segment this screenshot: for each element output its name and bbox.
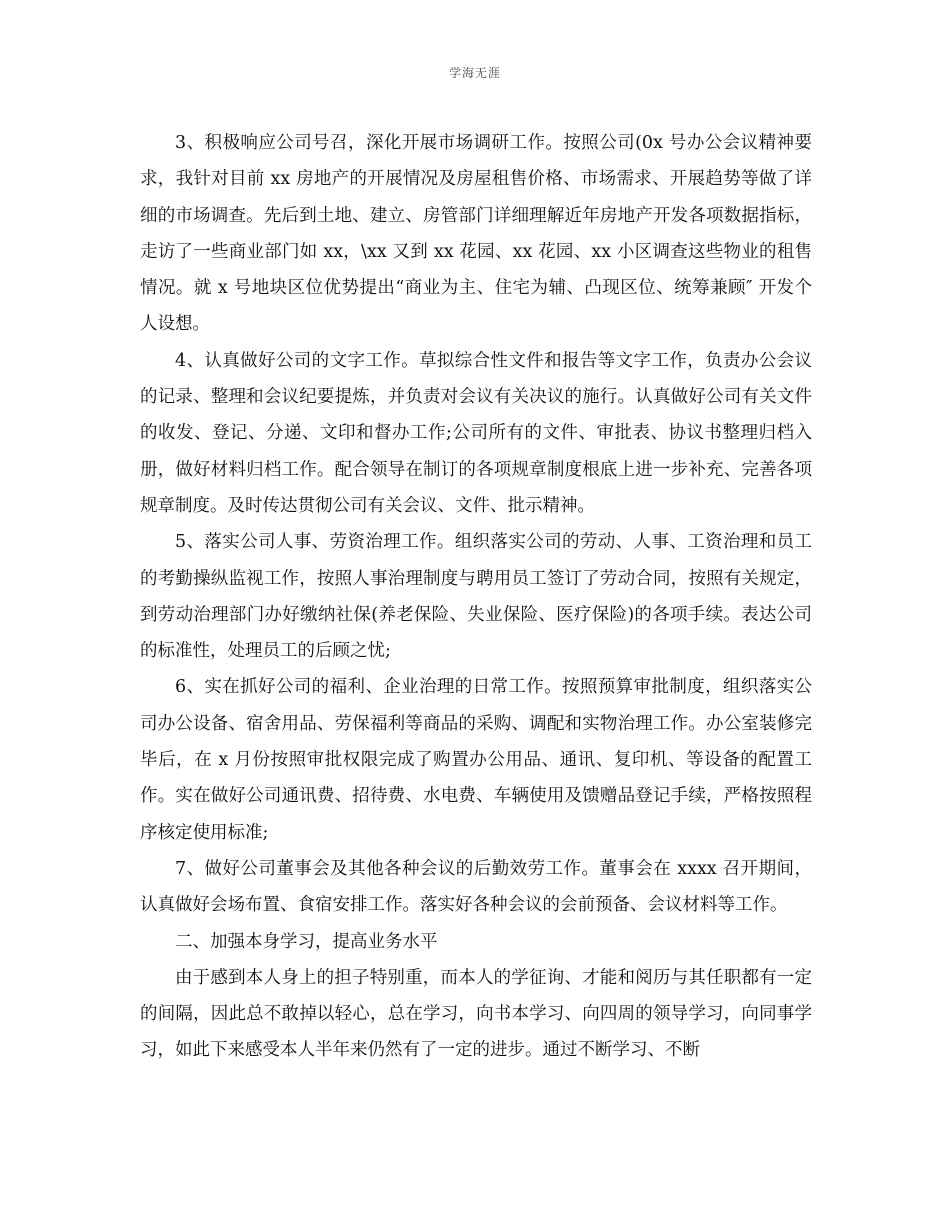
paragraph-self-study: 由于感到本人身上的担子特别重，而本人的学征询、才能和阅历与其任职都有一定的间隔，因此总不敢掉以轻心，总在学习，向书本学习、向四周的领导学习，向同事学习，如此下来感受本人半年来仍然有了一定的进步。通过不断学习、不断 xyxy=(140,967,812,1061)
document-body xyxy=(140,125,812,1069)
page-header: 学海无涯 xyxy=(448,66,501,80)
paragraph-board-meetings: 7、做好公司董事会及其他各种会议的后勤效劳工作。董事会在 xxxx 召开期间，认真做好会场布置、食宿安排工作。落实好各种会议的会前预备、会议材料等工作。 xyxy=(140,858,812,916)
section-heading-self-study: 二、加强本身学习，提高业务水平 xyxy=(175,931,438,952)
paragraph-market-research: 3、积极响应公司号召，深化开展市场调研工作。按照公司(0x 号办公会议精神要求，我针对目前 xx 房地产的开展情况及房屋租售价格、市场需求、开展趋势等做了详细的市场调查。先后到土地、建立、房管部门详细理解近年房地产开发各项数据指标，走访了一些商业部门如 xx，\xx 又到 xx 花园、xx 花园、xx 小区调查这些物业的租售情况。就 x 号地块区位优势提出“商业为主、住宅为辅、凸现区位、统筹兼顾″ 开发个人设想。 xyxy=(140,133,812,335)
paragraph-personnel-management: 5、落实公司人事、劳资治理工作。组织落实公司的劳动、人事、工资治理和员工的考勤操纵监视工作，按照人事治理制度与聘用员工签订了劳动合同，按照有关规定，到劳动治理部门办好缴纳社保(养老保险、失业保险、医疗保险)的各项手续。表达公司的标准性，处理员工的后顾之忧; xyxy=(140,532,812,662)
paragraph-welfare-management: 6、实在抓好公司的福利、企业治理的日常工作。按照预算审批制度，组织落实公司办公设备、宿舍用品、劳保福利等商品的采购、调配和实物治理工作。办公室装修完毕后，在 x 月份按照审批权限完成了购置办公用品、通讯、复印机、等设备的配置工作。实在做好公司通讯费、招待费、水电费、车辆使用及馈赠品登记手续，严格按照程序核定使用标准; xyxy=(140,677,812,843)
paragraph-writing-work: 4、认真做好公司的文字工作。草拟综合性文件和报告等文字工作，负责办公会议的记录、整理和会议纪要提炼，并负责对会议有关决议的施行。认真做好公司有关文件的收发、登记、分递、文印和督办工作;公司所有的文件、审批表、协议书整理归档入册，做好材料归档工作。配合领导在制订的各项规章制度根底上进一步补充、完善各项规章制度。及时传达贯彻公司有关会议、文件、批示精神。 xyxy=(140,350,812,516)
